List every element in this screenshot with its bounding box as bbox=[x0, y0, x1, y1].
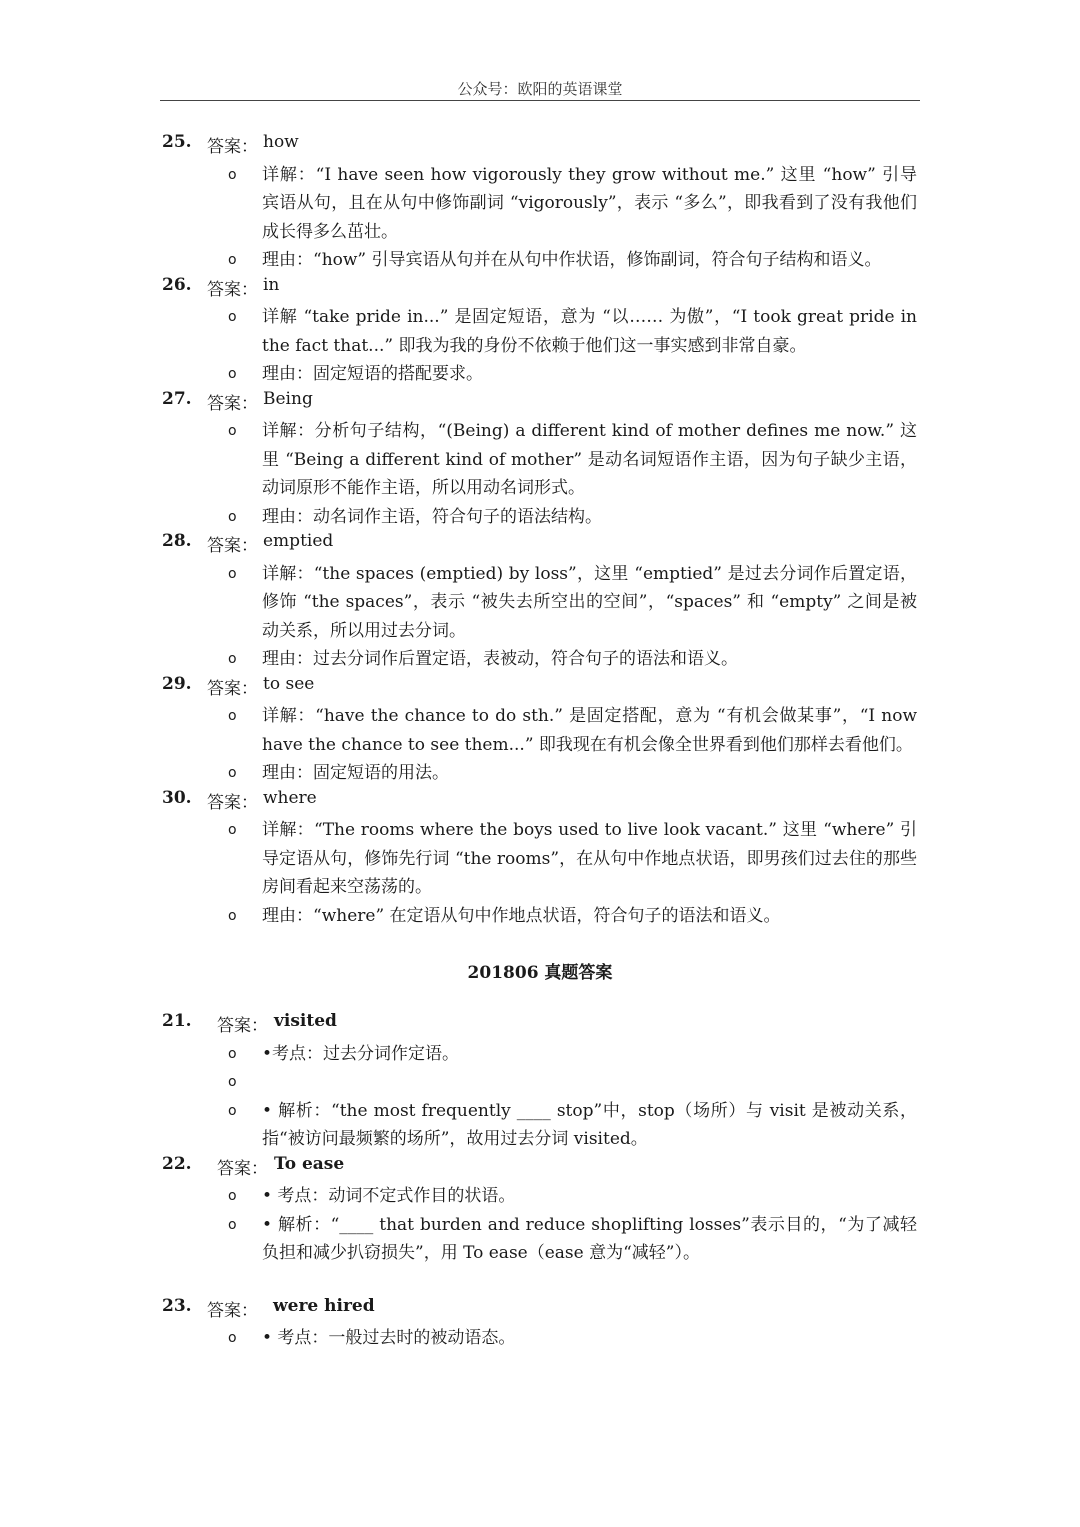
answer-label: 答案： bbox=[207, 393, 258, 414]
question-number: 30. bbox=[162, 787, 192, 808]
answer-value: were hired bbox=[273, 1295, 375, 1316]
answer-value: how bbox=[263, 132, 299, 152]
list-item bbox=[0, 702, 1080, 759]
answer-label: 答案： bbox=[207, 137, 258, 157]
list-item bbox=[0, 1040, 1080, 1069]
spacer bbox=[0, 1268, 1080, 1296]
bullet-icon: o bbox=[228, 1330, 237, 1346]
answer-label: 答案： bbox=[207, 279, 258, 300]
bullet-icon: o bbox=[228, 1216, 237, 1233]
bullet-icon: o bbox=[228, 822, 237, 838]
list-item bbox=[0, 1211, 1080, 1268]
list-item bbox=[0, 503, 1080, 532]
bullet-icon: o bbox=[228, 765, 237, 781]
item-text: 理由：过去分词作后置定语，表被动，符合句子的语法和语义。 bbox=[262, 649, 738, 669]
bullet-icon: o bbox=[228, 366, 237, 382]
bullet-icon: o bbox=[228, 1045, 237, 1062]
question-25 bbox=[0, 132, 1080, 275]
bullet-icon: o bbox=[228, 1188, 237, 1204]
question-number: 27. bbox=[162, 388, 192, 409]
answer-label: 答案： bbox=[207, 1300, 258, 1321]
item-text: 理由：“where” 在定语从句中作地点状语，符合句子的语法和语义。 bbox=[262, 905, 781, 926]
question-number: 23. bbox=[162, 1295, 192, 1316]
answer-label: 答案： bbox=[207, 678, 258, 699]
item-text: •考点：过去分词作定语。 bbox=[262, 1043, 460, 1064]
question-26 bbox=[0, 275, 1080, 389]
item-text: 理由：固定短语的用法。 bbox=[262, 763, 449, 783]
section-title: 201806 真题答案 bbox=[467, 963, 613, 983]
answer-value: emptied bbox=[263, 531, 334, 551]
list-item bbox=[0, 560, 1080, 646]
header-divider bbox=[160, 100, 920, 101]
item-text: 详解：“have the chance to do sth.” 是固定搭配，意为 “有机会做某事”，“I now have the chance to see them...” 即我现在有机会像全世界看到他们那样去看他们。 bbox=[262, 706, 917, 755]
item-text: • 解析：“____ that burden and reduce shoplifting losses”表示目的，“为了减轻负担和减少扒窃损失”，用 To ease（ease 意为“减轻”）。 bbox=[262, 1214, 917, 1263]
bullet-icon: o bbox=[228, 1102, 237, 1119]
list-item bbox=[0, 1324, 1080, 1353]
answer-value: visited bbox=[274, 1011, 337, 1031]
question-number: 26. bbox=[162, 274, 192, 295]
question-29 bbox=[0, 674, 1080, 788]
item-text: • 考点：一般过去时的被动语态。 bbox=[262, 1328, 516, 1348]
item-text: 理由：动名词作主语，符合句子的语法结构。 bbox=[262, 506, 602, 527]
bullet-icon: o bbox=[228, 651, 237, 667]
answer-label: 答案： bbox=[217, 1158, 268, 1179]
question-23 bbox=[0, 1296, 1080, 1353]
question-22 bbox=[0, 1154, 1080, 1268]
answer-label: 答案： bbox=[217, 1016, 268, 1036]
list-item bbox=[0, 161, 1080, 247]
answer-content bbox=[0, 132, 1080, 1353]
list-item bbox=[0, 417, 1080, 503]
item-text: • 考点：动词不定式作目的状语。 bbox=[262, 1186, 516, 1206]
question-number: 29. bbox=[162, 673, 192, 694]
answer-label: 答案： bbox=[207, 536, 258, 556]
question-number: 25. bbox=[162, 132, 192, 152]
list-item bbox=[0, 1068, 1080, 1097]
question-28 bbox=[0, 531, 1080, 674]
question-30 bbox=[0, 788, 1080, 931]
item-text: 详解：“The rooms where the boys used to live look vacant.” 这里 “where” 引导定语从句，修饰先行词 “the rooms”，在从句中作地点状语，即男孩们过去住的那些房间看起来空荡荡的。 bbox=[262, 820, 917, 897]
item-text: 详解：“the spaces (emptied) by loss”，这里 “emptied” 是过去分词作后置定语，修饰 “the spaces”，表示 “被失去所空出的空间”，“spaces” 和 “empty” 之间是被动关系，所以用过去分词。 bbox=[262, 563, 917, 641]
list-item bbox=[0, 816, 1080, 902]
list-item bbox=[0, 246, 1080, 275]
item-text: 理由：固定短语的搭配要求。 bbox=[262, 364, 483, 384]
answer-value: To ease bbox=[274, 1153, 345, 1174]
item-text: 详解 “take pride in...” 是固定短语，意为 “以…… 为傲”，“I took great pride in the fact that...” 即我为我的身份不依赖于他们这一事实感到非常自豪。 bbox=[262, 307, 917, 356]
answer-value: Being bbox=[263, 388, 313, 409]
answer-value: where bbox=[263, 787, 317, 808]
list-item bbox=[0, 360, 1080, 389]
list-item bbox=[0, 902, 1080, 931]
list-item bbox=[0, 645, 1080, 674]
page-header: 公众号：欧阳的英语课堂 bbox=[457, 80, 623, 98]
bullet-icon: o bbox=[228, 508, 237, 525]
list-item bbox=[0, 759, 1080, 788]
item-text: 详解：分析句子结构，“(Being) a different kind of mother defines me now.” 这里 “Being a different kind of mother” 是动名词短语作主语，因为句子缺少主语，动词原形不能作主语，所以用动名词形式。 bbox=[262, 421, 917, 498]
question-number: 28. bbox=[162, 531, 192, 551]
item-text: 理由：“how” 引导宾语从句并在从句中作状语，修饰副词，符合句子结构和语义。 bbox=[262, 250, 882, 270]
question-27 bbox=[0, 389, 1080, 532]
bullet-icon: o bbox=[228, 907, 237, 924]
bullet-icon: o bbox=[228, 309, 237, 325]
item-text: • 解析：“the most frequently ____ stop”中，stop（场所）与 visit 是被动关系，指“被访问最频繁的场所”，故用过去分词 visited。 bbox=[262, 1100, 917, 1149]
list-item bbox=[0, 1182, 1080, 1211]
bullet-icon: o bbox=[228, 423, 237, 439]
bullet-icon: o bbox=[228, 166, 237, 183]
bullet-icon: o bbox=[228, 708, 237, 724]
question-number: 21. bbox=[162, 1011, 192, 1031]
bullet-icon: o bbox=[228, 565, 237, 582]
question-number: 22. bbox=[162, 1153, 192, 1174]
answer-value: in bbox=[263, 274, 280, 295]
item-text: 详解：“I have seen how vigorously they grow without me.” 这里 “how” 引导宾语从句，且在从句中修饰副词 “vigorously”，表示 “多么”，即我看到了没有我他们成长得多么茁壮。 bbox=[262, 164, 917, 242]
list-item bbox=[0, 303, 1080, 360]
bullet-icon: o bbox=[228, 252, 237, 268]
question-21 bbox=[0, 1011, 1080, 1154]
bullet-icon: o bbox=[228, 1074, 237, 1090]
list-item bbox=[0, 1097, 1080, 1154]
answer-value: to see bbox=[263, 673, 315, 694]
answer-label: 答案： bbox=[207, 792, 258, 813]
